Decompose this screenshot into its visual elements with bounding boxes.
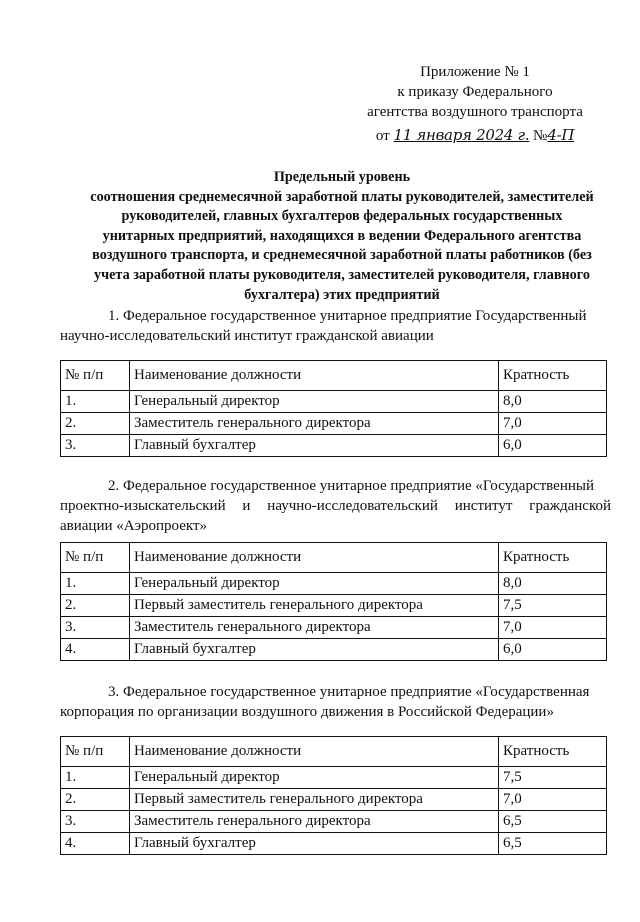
appendix-order-line: к приказу Федерального — [397, 84, 553, 100]
row-ratio: 6,5 — [499, 811, 607, 833]
section-heading-line: 2. Федеральное государственное унитарное предприятие «Государственный — [108, 478, 594, 494]
title-line: унитарных предприятий, находящихся в ведении Федерального агентства — [102, 227, 582, 244]
column-header-position: Наименование должности — [130, 543, 499, 573]
column-header-ratio: Кратность — [499, 737, 607, 767]
row-position: Главный бухгалтер — [130, 833, 499, 855]
row-position: Заместитель генерального директора — [130, 413, 499, 435]
column-header-position: Наименование должности — [130, 361, 499, 391]
row-position: Заместитель генерального директора — [130, 811, 499, 833]
section-2-heading — [60, 476, 611, 536]
row-position: Главный бухгалтер — [130, 639, 499, 661]
row-number: 4. — [61, 833, 130, 855]
row-position: Генеральный директор — [130, 573, 499, 595]
table-row — [61, 811, 607, 833]
title-line: бухгалтера) этих предприятий — [244, 286, 440, 303]
title-line: воздушного транспорта, и среднемесячной заработной платы работников (без — [92, 247, 592, 264]
title-line: учета заработной платы руководителя, заместителей руководителя, главного — [94, 266, 590, 283]
table-header-row — [61, 361, 607, 391]
date-prefix: от — [375, 128, 390, 144]
section-heading-line: научно-исследовательский институт гражданской авиации — [60, 328, 434, 344]
row-number: 3. — [61, 617, 130, 639]
row-position: Первый заместитель генерального директора — [130, 595, 499, 617]
section-heading-line: авиации «Аэропроект» — [60, 518, 208, 534]
row-number: 3. — [61, 811, 130, 833]
row-ratio: 7,0 — [499, 413, 607, 435]
row-number: 1. — [61, 767, 130, 789]
column-header-ratio: Кратность — [499, 361, 607, 391]
number-prefix: № — [533, 128, 548, 144]
section-heading-line: 3. Федеральное государственное унитарное предприятие «Государственная — [108, 684, 590, 700]
row-ratio: 6,0 — [499, 639, 607, 661]
table-row — [61, 617, 607, 639]
section-heading-line: 1. Федеральное государственное унитарное предприятие Государственный — [108, 308, 587, 324]
column-header-ratio: Кратность — [499, 543, 607, 573]
row-ratio: 8,0 — [499, 573, 607, 595]
table-row — [61, 435, 607, 457]
document-title — [44, 168, 640, 305]
appendix-agency-line: агентства воздушного транспорта — [367, 104, 583, 120]
row-ratio: 6,5 — [499, 833, 607, 855]
section-1-heading — [60, 306, 611, 346]
section-3-heading — [60, 682, 611, 722]
table-row — [61, 767, 607, 789]
table-row — [61, 391, 607, 413]
row-position: Генеральный директор — [130, 767, 499, 789]
column-header-number: № п/п — [61, 361, 130, 391]
row-number: 4. — [61, 639, 130, 661]
row-ratio: 7,0 — [499, 617, 607, 639]
section-1-table — [60, 360, 607, 457]
title-line: руководителей, главных бухгалтеров федеральных государственных — [121, 208, 563, 225]
row-position: Заместитель генерального директора — [130, 617, 499, 639]
section-heading-line: корпорация по организации воздушного движения в Российской Федерации» — [60, 704, 554, 720]
handwritten-date: 11 января 2024 г. — [393, 126, 530, 144]
handwritten-number: 4-П — [547, 126, 575, 144]
table-row — [61, 413, 607, 435]
appendix-title: Приложение № 1 — [420, 64, 530, 80]
row-position: Первый заместитель генерального директора — [130, 789, 499, 811]
column-header-number: № п/п — [61, 737, 130, 767]
row-position: Генеральный директор — [130, 391, 499, 413]
title-line: Предельный уровень — [273, 169, 411, 185]
table-row — [61, 833, 607, 855]
table-row — [61, 595, 607, 617]
section-heading-line: проектно-изыскательский и научно-исследовательский институт гражданской — [60, 498, 611, 514]
table-header-row — [61, 737, 607, 767]
table-row — [61, 789, 607, 811]
row-number: 2. — [61, 789, 130, 811]
row-ratio: 8,0 — [499, 391, 607, 413]
row-number: 1. — [61, 573, 130, 595]
table-header-row — [61, 543, 607, 573]
row-number: 3. — [61, 435, 130, 457]
row-number: 2. — [61, 595, 130, 617]
column-header-number: № п/п — [61, 543, 130, 573]
row-ratio: 7,5 — [499, 767, 607, 789]
appendix-block — [330, 62, 620, 146]
table-row — [61, 573, 607, 595]
row-ratio: 7,0 — [499, 789, 607, 811]
row-number: 2. — [61, 413, 130, 435]
section-3-table — [60, 736, 607, 855]
row-number: 1. — [61, 391, 130, 413]
row-ratio: 6,0 — [499, 435, 607, 457]
appendix-date-line — [330, 125, 620, 146]
row-ratio: 7,5 — [499, 595, 607, 617]
column-header-position: Наименование должности — [130, 737, 499, 767]
table-row — [61, 639, 607, 661]
row-position: Главный бухгалтер — [130, 435, 499, 457]
title-line: соотношения среднемесячной заработной платы руководителей, заместителей — [90, 188, 594, 205]
section-2-table — [60, 542, 607, 661]
